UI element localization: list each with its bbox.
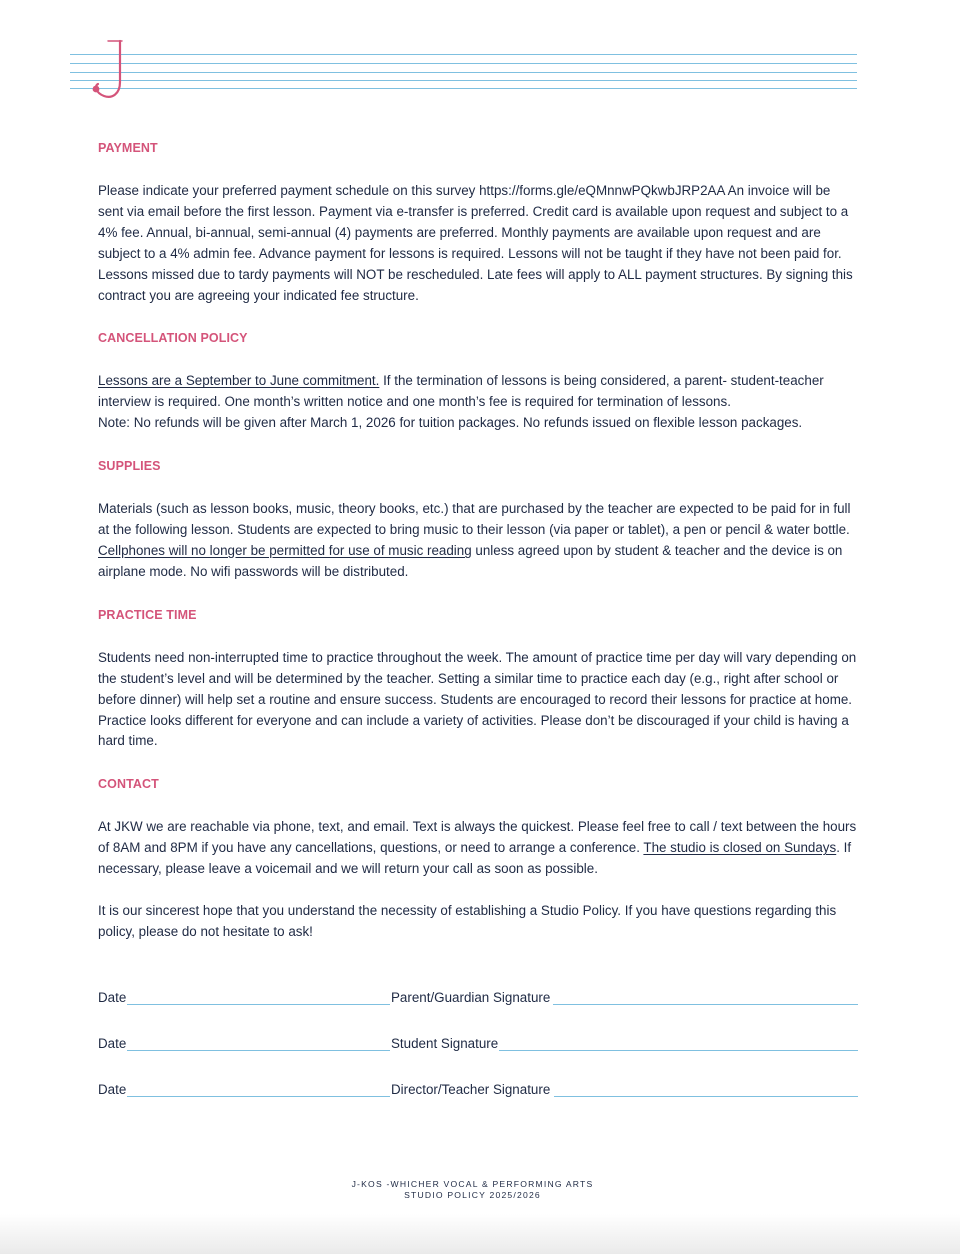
footer-studio-name: J-KOS -WHICHER VOCAL & PERFORMING ARTS <box>351 1179 594 1189</box>
cancellation-body: If the termination of lessons is being considered, a parent- student-teacher interview is required. One month’s written notice and one month’s fee is required for termination of lessons. <box>98 373 824 410</box>
contact-body-after: . If necessary, please leave a voicemail and we will return your call as soon as possible. <box>98 840 852 877</box>
signature-row-student <box>98 1032 858 1078</box>
contact-text <box>98 817 858 880</box>
practice-text: Students need non-interrupted time to practice throughout the week. The amount of practice time per day will vary depending on the student’s level and will be determined by the teacher. Setting a similar time to practice each day (e.g., right after school or before dinner) will help set a routine and ensure success. Students are encouraged to record their lessons for practice at home. Practice looks different for everyone and can include a variety of activities. Please don’t be discouraged if your child is having a hard time. <box>98 649 857 749</box>
payment-text: Please indicate your preferred payment schedule on this survey https://forms.gle/eQMnnwPQkwbJRP2AA An invoice will be sent via email before the first lesson. Payment via e-transfer is preferred. Credit card is available upon request and subject to a 4% fee. Annual, bi-annual, semi-annual (4) payments are preferred. Monthly payments are available upon request and are subject to a 4% admin fee. Advance payment for lessons is required. Lessons will not be taught if they have not been paid for. Lessons missed due to tardy payments will NOT be rescheduled. Late fees will apply to ALL payment structures. By signing this contract you are agreeing your indicated fee structure. <box>98 183 853 303</box>
date-line[interactable] <box>127 1050 390 1051</box>
signature-line[interactable] <box>553 1004 858 1005</box>
practice-section <box>98 605 858 753</box>
policy-content <box>98 138 858 965</box>
date-line[interactable] <box>127 1096 390 1097</box>
j-music-staff-logo-icon <box>60 36 860 106</box>
footer-policy-year: STUDIO POLICY 2025/2026 <box>404 1190 541 1200</box>
signature-label: Student Signature <box>391 1036 499 1051</box>
contact-heading: CONTACT <box>98 777 159 792</box>
signature-row-teacher <box>98 1078 858 1124</box>
signature-label: Director/Teacher Signature <box>391 1082 551 1097</box>
supplies-body-before: Materials (such as lesson books, music, theory books, etc.) that are purchased by the teacher are expected to be paid for in full at the following lesson. Students are expected to bring music to their lesson (via paper or tablet), a pen or pencil & water bottle. <box>98 501 851 538</box>
signature-line[interactable] <box>554 1096 858 1097</box>
closing-text: It is our sincerest hope that you understand the necessity of establishing a Studio Policy. If you have questions regarding this policy, please do not hesitate to ask! <box>98 903 837 939</box>
supplies-section <box>98 456 858 583</box>
page-footer <box>0 1179 945 1201</box>
supplies-heading: SUPPLIES <box>98 459 161 474</box>
payment-section <box>98 138 858 306</box>
date-label: Date <box>98 990 127 1005</box>
date-label: Date <box>98 1036 127 1051</box>
commitment-underlined-text: Lessons are a September to June commitment. <box>98 373 380 389</box>
signature-row-parent <box>98 986 858 1032</box>
contact-body-before: At JKW we are reachable via phone, text, and email. Text is always the quickest. Please feel free to call / text between the hours of 8AM and 8PM if you have any cancellations, questions, or need to arrange a conference. <box>98 819 857 856</box>
cancellation-heading: CANCELLATION POLICY <box>98 331 248 346</box>
payment-heading: PAYMENT <box>98 141 158 155</box>
signature-label: Parent/Guardian Signature <box>391 990 551 1005</box>
sundays-underlined-text: The studio is closed on Sundays <box>643 840 837 856</box>
supplies-text <box>98 499 858 583</box>
signature-block <box>98 986 858 1124</box>
date-label: Date <box>98 1082 127 1097</box>
refund-note: Note: No refunds will be given after March 1, 2026 for tuition packages. No refunds issued on flexible lesson packages. <box>98 415 803 431</box>
cancellation-section <box>98 328 858 434</box>
practice-heading: PRACTICE TIME <box>98 607 197 622</box>
supplies-body-after: unless agreed upon by student & teacher and the device is on airplane mode. No wifi passwords will be distributed. <box>98 542 843 579</box>
cancellation-text <box>98 371 858 413</box>
contact-section <box>98 774 858 943</box>
page-bottom-shadow <box>0 1214 960 1254</box>
date-line[interactable] <box>127 1004 390 1005</box>
cellphone-underlined-text: Cellphones will no longer be permitted for use of music reading <box>98 542 472 558</box>
signature-line[interactable] <box>499 1050 858 1051</box>
